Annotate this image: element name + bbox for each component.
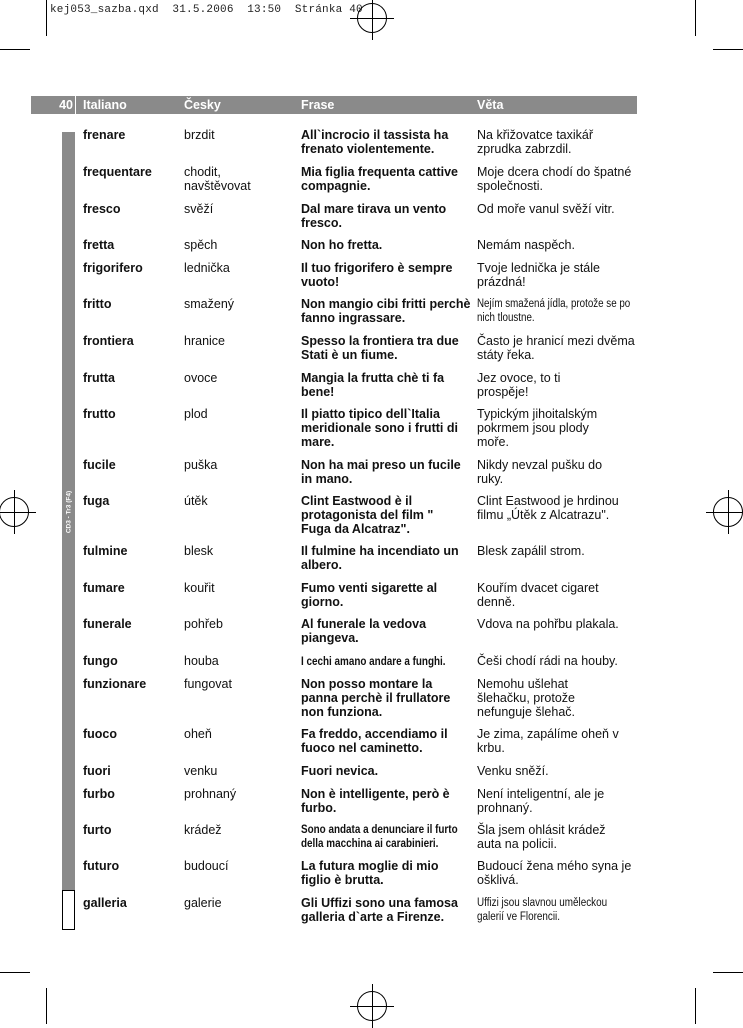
crop-mark-bottom-left-v [46,988,47,1024]
czech-word: ovoce [184,371,218,385]
file-slug: kej053_sazba.qxd 31.5.2006 13:50 Stránka 40 [50,4,363,16]
czech-word: fungovat [184,677,232,691]
italian-sentence: Non è intelligente, però è furbo. [301,787,450,815]
czech-word: pohřeb [184,617,223,631]
italian-word: fretta [83,238,115,252]
czech-word: hranice [184,334,225,348]
italian-sentence: Il fulmine ha incendiato un albero. [301,544,459,572]
czech-word: kouřit [184,581,215,595]
side-bar-box [62,890,75,930]
italian-sentence: All`incrocio il tassista ha frenato violentemente. [301,128,449,156]
italian-word: frigorifero [83,261,143,275]
czech-sentence: Často je hranicí mezi dvěma státy řeka. [477,334,635,362]
czech-sentence: Je zima, zapálíme oheň v krbu. [477,727,619,755]
czech-sentence: Češi chodí rádi na houby. [477,654,618,668]
italian-word: fungo [83,654,118,668]
czech-word: oheň [184,727,212,741]
crop-mark-bottom-right-h [713,972,743,973]
italian-word: funerale [83,617,132,631]
italian-sentence: Fumo venti sigarette al giorno. [301,581,438,609]
czech-sentence: Blesk zapálil strom. [477,544,585,558]
italian-word: galleria [83,896,127,910]
italian-word: funzionare [83,677,147,691]
italian-sentence [301,823,501,851]
table-header [31,96,637,114]
italian-sentence: Non posso montare la panna perchè il frullatore non funziona. [301,677,451,719]
czech-word: krádež [184,823,222,837]
czech-word: prohnaný [184,787,237,801]
crop-mark-bottom-left-h [0,972,30,973]
italian-word: frequentare [83,165,152,179]
crop-mark-top-right-v [695,0,696,36]
italian-sentence: Non mangio cibi fritti perchè fanno ingrassare. [301,297,471,325]
registration-mark-bottom [357,991,387,1021]
italian-sentence: Al funerale la vedova piangeva. [301,617,427,645]
italian-word: fuga [83,494,110,508]
italian-sentence: Spesso la frontiera tra due Stati è un fiume. [301,334,459,362]
italian-sentence: Non ha mai preso un fucile in mano. [301,458,461,486]
header-italiano: Italiano [83,98,127,112]
czech-word: plod [184,407,208,421]
italian-sentence: Il tuo frigorifero è sempre vuoto! [301,261,453,289]
crop-mark-bottom-right-v [695,988,696,1024]
crop-mark-top-left-v [46,0,47,36]
italian-sentence-text: I cechi amano andare a funghi. [301,656,446,668]
czech-sentence: Tvoje lednička je stále prázdná! [477,261,600,289]
czech-sentence: Od moře vanul svěží vitr. [477,202,615,216]
czech-word: útěk [184,494,208,508]
italian-word: fresco [83,202,121,216]
italian-sentence-text: Sono andata a denunciare il furto della macchina ai carabinieri. [301,824,458,850]
czech-sentence [477,896,652,924]
czech-word: svěží [184,202,214,216]
italian-word: fuori [83,764,111,778]
registration-mark-right [713,497,743,527]
czech-word: budoucí [184,859,229,873]
italian-word: frontiera [83,334,134,348]
italian-word: fulmine [83,544,128,558]
italian-word: furto [83,823,112,837]
crop-mark-top-right-h [713,49,743,50]
italian-sentence: Mia figlia frequenta cattive compagnie. [301,165,458,193]
czech-sentence: Moje dcera chodí do špatné společnosti. [477,165,632,193]
header-frase: Frase [301,98,335,112]
czech-word: brzdit [184,128,215,142]
czech-sentence [477,297,662,325]
czech-word: houba [184,654,219,668]
italian-sentence: Fa freddo, accendiamo il fuoco nel caminetto. [301,727,448,755]
czech-word: chodit, navštěvovat [184,165,251,193]
czech-sentence-text: Uffizi jsou slavnou uměleckou galerií ve Florencii. [477,897,608,923]
czech-word: venku [184,764,218,778]
italian-sentence: Fuori nevica. [301,764,379,778]
czech-sentence: Na křižovatce taxikář zprudka zabrzdil. [477,128,594,156]
italian-sentence [301,654,501,669]
italian-word: fucile [83,458,116,472]
italian-word: frutto [83,407,116,421]
italian-sentence: Il piatto tipico dell`Italia meridionale sono i frutti di mare. [301,407,458,449]
italian-word: fumare [83,581,125,595]
czech-word: galerie [184,896,222,910]
italian-word: frutta [83,371,115,385]
czech-sentence: Budoucí žena mého syna je ošklivá. [477,859,632,887]
italian-sentence: La futura moglie di mio figlio è brutta. [301,859,439,887]
italian-word: fritto [83,297,112,311]
czech-word: lednička [184,261,230,275]
czech-sentence: Šla jsem ohlásit krádež auta na policii. [477,823,606,851]
italian-sentence: Mangia la frutta chè ti fa bene! [301,371,445,399]
czech-sentence-text: Nejím smažená jídla, protože se po nich tloustne. [477,298,631,324]
czech-word: smažený [184,297,235,311]
czech-sentence: Jez ovoce, to ti prospěje! [477,371,561,399]
italian-sentence: Gli Uffizi sono una famosa galleria d`arte a Firenze. [301,896,458,924]
track-label: CD3 - Tr3 (F4) [65,490,73,534]
registration-mark-top [357,3,387,33]
czech-word: puška [184,458,218,472]
czech-sentence: Nemám naspěch. [477,238,575,252]
czech-sentence: Venku sněží. [477,764,549,778]
registration-mark-left [0,497,29,527]
italian-word: furbo [83,787,115,801]
header-cesky: Česky [184,98,221,112]
czech-sentence: Kouřím dvacet cigaret denně. [477,581,599,609]
crop-mark-top-left-h [0,49,30,50]
italian-word: frenare [83,128,126,142]
czech-sentence: Clint Eastwood je hrdinou filmu „Útěk z Alcatrazu". [477,494,619,522]
czech-word: blesk [184,544,214,558]
italian-word: futuro [83,859,120,873]
italian-sentence: Dal mare tirava un vento fresco. [301,202,447,230]
italian-sentence: Non ho fretta. [301,238,383,252]
czech-sentence: Typickým jihoitalským pokrmem jsou plody moře. [477,407,598,449]
czech-sentence: Nikdy nevzal pušku do ruky. [477,458,603,486]
header-veta: Věta [477,98,504,112]
italian-sentence: Clint Eastwood è il protagonista del film " Fuga da Alcatraz". [301,494,434,536]
czech-word: spěch [184,238,218,252]
page-number: 40 [31,96,76,114]
czech-sentence: Vdova na pohřbu plakala. [477,617,619,631]
czech-sentence: Není inteligentní, ale je prohnaný. [477,787,605,815]
italian-word: fuoco [83,727,118,741]
czech-sentence: Nemohu ušlehat šlehačku, protože nefunguje šlehač. [477,677,575,719]
